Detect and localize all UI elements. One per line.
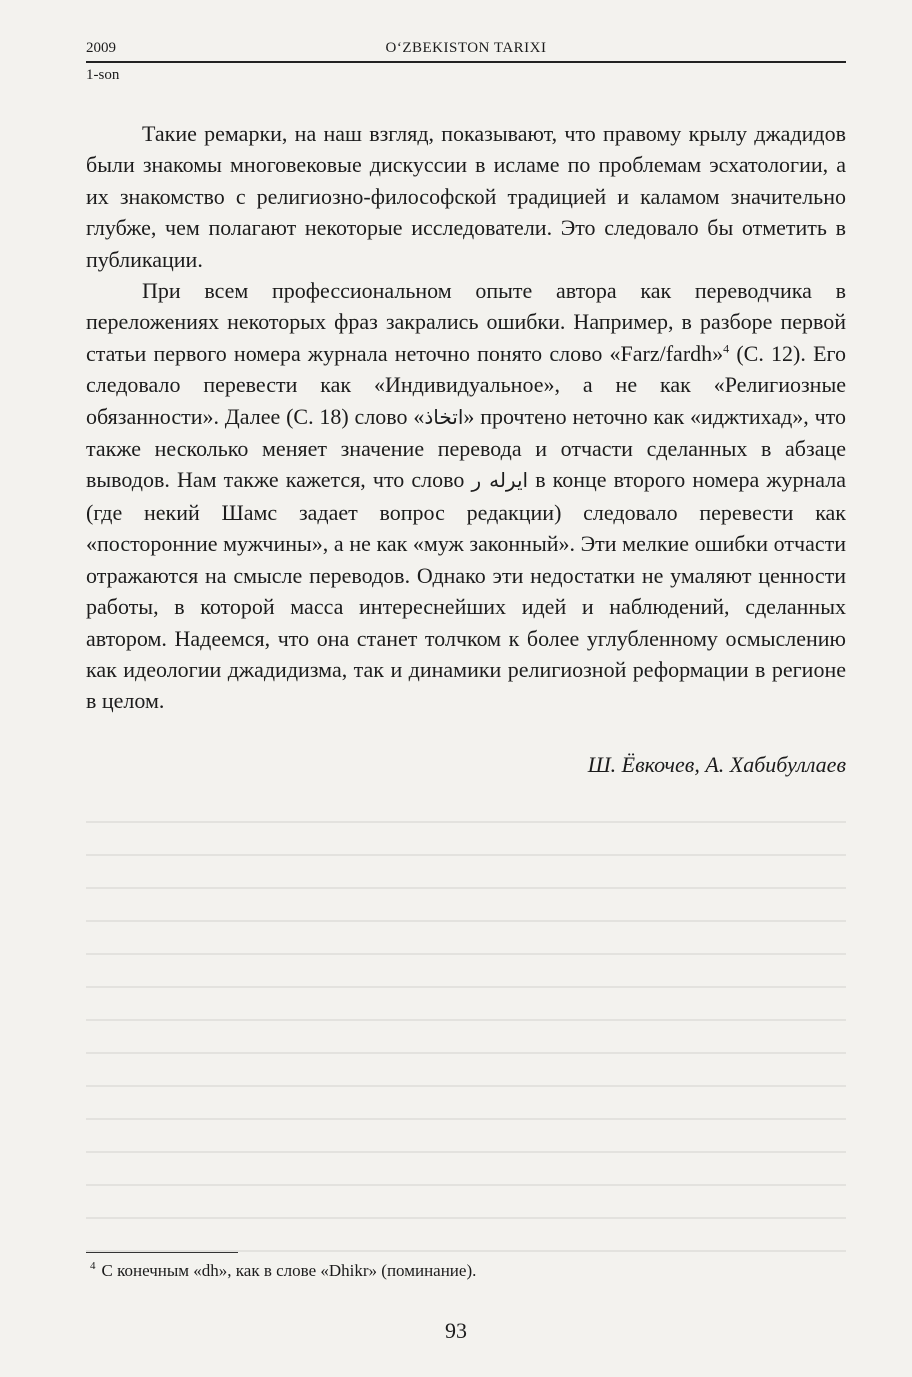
header-journal-title: O‘ZBEKISTON TARIXI	[385, 40, 547, 56]
footnote	[90, 1261, 476, 1281]
paragraph-2-part-a: При всем профессиональном опыте автора как переводчика в переложениях некоторых фраз закрались ошибки. Например, в разборе первой статьи первого номера журнала неточно понято слово «Farz/fardh»	[86, 278, 846, 366]
header-issue: 1-son	[86, 67, 120, 83]
author-signature: Ш. Ёвкочев, А. Хабибуллаев	[587, 752, 846, 777]
arabic-word-ittikhaz: اتخاذ	[424, 404, 464, 429]
header-year: 2009	[86, 40, 116, 56]
page-number: 93	[445, 1318, 467, 1343]
header-rule	[86, 61, 846, 63]
show-through-texture	[86, 790, 846, 1255]
paragraph-2-part-c: » прочтено неточно как «иджтихад», что также несколько меняет значение перевода и отчасти сделанных в абзаце выводов. Нам также кажется, что слово	[86, 403, 846, 493]
paragraph-2	[86, 275, 846, 717]
footnote-rule	[86, 1252, 238, 1253]
footnote-marker: 4	[90, 1260, 96, 1273]
footnote-reference: 4	[723, 341, 730, 356]
paragraph-2-part-d: в конце второго номера журнала (где некий Шамс задает вопрос редакции) следовало перевести как «посторонние мужчины», а не как «муж законный». Эти мелкие ошибки отчасти отражаются на смысле переводов. Однако эти недостатки не умаляют ценности работы, в которой масса интереснейших идей и наблюдений, сделанных автором. Надеемся, что она станет толчком к более углубленному осмыслению как идеологии джадидизма, так и динамики религиозной реформации в регионе в целом.	[86, 467, 846, 714]
paragraph-1: Такие ремарки, на наш взгляд, показывают, что правому крылу джадидов были знакомы многовековые дискуссии в исламе по проблемам эсхатологии, а их знакомство с религиозно-философской традицией и каламом значительно глубже, чем полагают некоторые исследователи. Это следовало бы отметить в публикации.	[86, 121, 846, 272]
footnote-text: С конечным «dh», как в слове «Dhikr» (поминание).	[101, 1261, 477, 1280]
arabic-word-erla: ایرله ر	[471, 468, 529, 493]
running-header	[86, 36, 846, 66]
paragraph-2-part-b: (С. 12). Его следовало перевести как «Индивидуальное», а не как «Религиозные обязанности». Далее (С. 18) слово «	[86, 340, 846, 429]
article-body	[86, 118, 846, 717]
